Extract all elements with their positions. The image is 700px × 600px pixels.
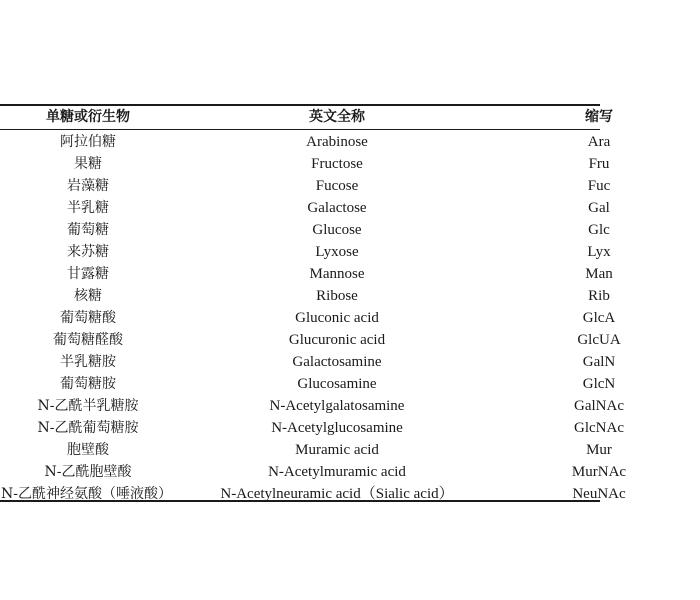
cell-abbreviation: Man [585, 266, 613, 282]
cell-english-name: Ribose [316, 288, 358, 304]
table-row [0, 351, 700, 373]
cell-chinese-name: 来苏糖 [67, 244, 109, 260]
table-row [0, 439, 700, 461]
table-header-row [0, 106, 700, 129]
table-row [0, 307, 700, 329]
cell-english-name: Glucuronic acid [288, 332, 386, 348]
cell-chinese-name: 岩藻糖 [67, 178, 109, 194]
table-row [0, 395, 700, 417]
cell-english-name: Fucose [315, 178, 359, 194]
cell-abbreviation: Fru [588, 156, 610, 172]
cell-abbreviation: GalNAc [574, 398, 624, 414]
cell-chinese-name: 半乳糖 [67, 200, 109, 216]
header-chinese-name: 单糖或衍生物 [46, 109, 130, 125]
cell-chinese-name: N-乙酰葡萄糖胺 [37, 420, 139, 436]
cell-english-name: Arabinose [306, 134, 368, 150]
cell-chinese-name: 葡萄糖 [67, 222, 109, 238]
cell-abbreviation: GlcUA [577, 332, 621, 348]
table-row [0, 263, 700, 285]
table-row [0, 219, 700, 241]
table-row [0, 175, 700, 197]
cell-english-name: N-Acetylmuramic acid [268, 464, 406, 480]
table-row [0, 197, 700, 219]
cell-chinese-name: 葡萄糖醛酸 [53, 332, 123, 348]
cell-chinese-name: 葡萄糖酸 [60, 310, 116, 326]
cell-abbreviation: Glc [588, 222, 610, 238]
table-row [0, 417, 700, 439]
cell-abbreviation: GalN [582, 354, 616, 370]
cell-abbreviation: Ara [587, 134, 611, 150]
cell-abbreviation: NeuNAc [572, 486, 626, 502]
cell-abbreviation: MurNAc [571, 464, 627, 480]
cell-english-name: Galactosamine [292, 354, 382, 370]
header-english-name: 英文全称 [309, 109, 365, 125]
header-abbreviation: 缩写 [585, 109, 613, 125]
cell-abbreviation: GlcNAc [574, 420, 624, 436]
cell-chinese-name: 核糖 [74, 288, 102, 304]
cell-abbreviation: Mur [586, 442, 612, 458]
cell-abbreviation: GlcN [582, 376, 616, 392]
table-row [0, 241, 700, 263]
cell-chinese-name: 半乳糖胺 [60, 354, 116, 370]
cell-chinese-name: 葡萄糖胺 [60, 376, 116, 392]
cell-english-name: Glucose [312, 222, 362, 238]
table-row [0, 329, 700, 351]
cell-abbreviation: GlcA [582, 310, 616, 326]
cell-english-name: Glucosamine [297, 376, 377, 392]
cell-chinese-name: N-乙酰半乳糖胺 [37, 398, 139, 414]
cell-abbreviation: Lyx [587, 244, 611, 260]
cell-chinese-name: N-乙酰胞壁酸 [44, 464, 132, 480]
table-row [0, 461, 700, 483]
table-row [0, 483, 700, 505]
cell-chinese-name: 甘露糖 [67, 266, 109, 282]
cell-chinese-name: 果糖 [74, 156, 102, 172]
table-row [0, 285, 700, 307]
cell-abbreviation: Gal [588, 200, 610, 216]
cell-abbreviation: Rib [588, 288, 610, 304]
table-row [0, 373, 700, 395]
cell-english-name: Lyxose [315, 244, 359, 260]
cell-english-name: Galactose [307, 200, 367, 216]
cell-english-name: Gluconic acid [295, 310, 379, 326]
cell-english-name: Mannose [309, 266, 365, 282]
table-row [0, 153, 700, 175]
cell-english-name: N-Acetylglucosamine [271, 420, 403, 436]
cell-english-name: N-Acetylneuramic acid（Sialic acid） [220, 486, 454, 502]
cell-chinese-name: 阿拉伯糖 [60, 134, 116, 150]
table-body [0, 129, 700, 505]
cell-english-name: N-Acetylgalatosamine [269, 398, 405, 414]
table-row [0, 129, 700, 153]
cell-english-name: Muramic acid [295, 442, 379, 458]
cell-chinese-name: N-乙酰神经氨酸（唾液酸） [1, 486, 172, 502]
monosaccharide-table [0, 106, 700, 505]
cell-abbreviation: Fuc [587, 178, 611, 194]
cell-english-name: Fructose [311, 156, 363, 172]
cell-chinese-name: 胞壁酸 [67, 442, 109, 458]
